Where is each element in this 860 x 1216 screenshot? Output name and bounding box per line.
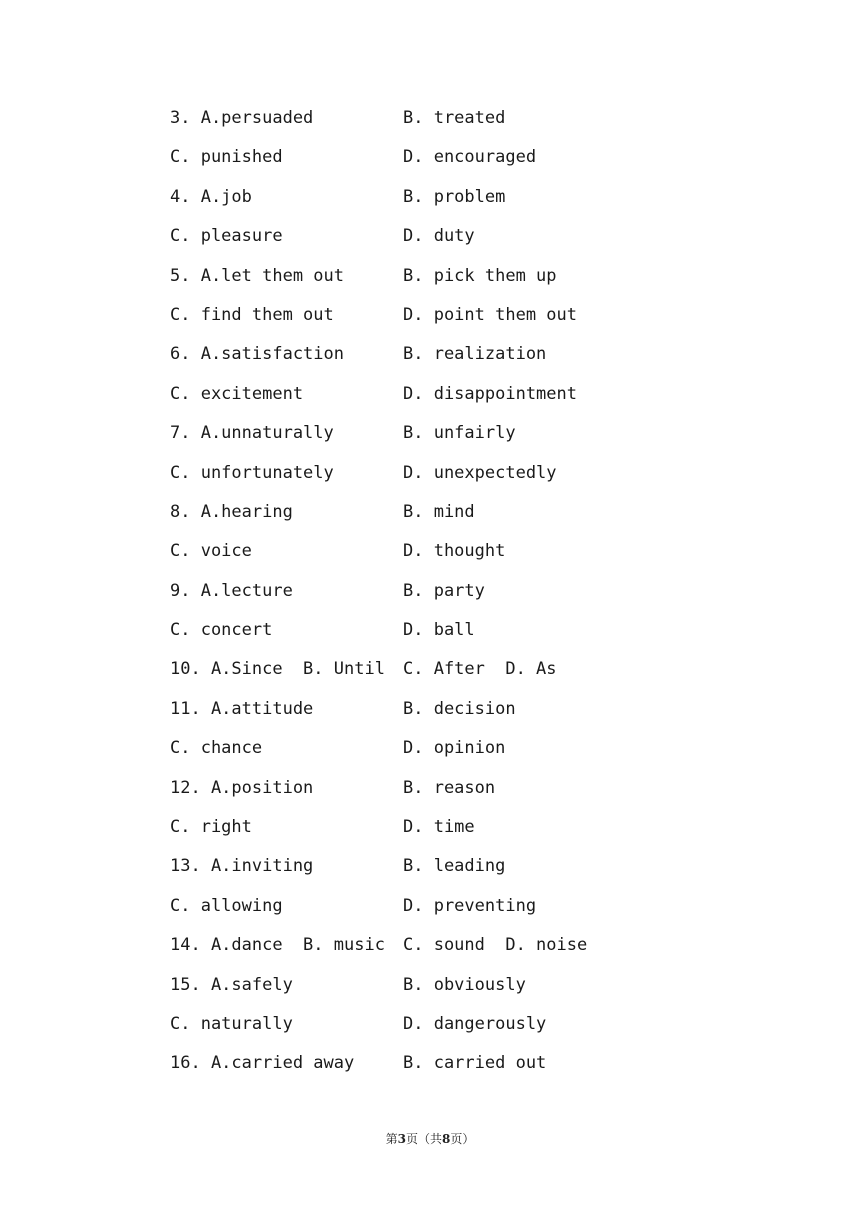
- option-left-text: 14. A.dance B. music: [170, 935, 385, 956]
- footer-suffix: 页）: [450, 1132, 475, 1146]
- option-right-text: C. sound D. noise: [403, 935, 588, 956]
- option-line: [170, 815, 770, 854]
- option-right-text: D. disappointment: [403, 383, 577, 404]
- option-line: [170, 500, 770, 539]
- option-left-text: C. unfortunately: [170, 462, 334, 483]
- option-line: [170, 145, 770, 184]
- option-left-text: 7. A.unnaturally: [170, 423, 334, 444]
- option-line: [170, 1012, 770, 1051]
- option-left-text: C. allowing: [170, 895, 283, 916]
- option-line: [170, 894, 770, 933]
- option-line: [170, 382, 770, 421]
- option-left-text: 6. A.satisfaction: [170, 344, 344, 365]
- option-right-text: B. treated: [403, 108, 506, 128]
- option-left-text: 13. A.inviting: [170, 856, 314, 877]
- option-left-text: C. punished: [170, 147, 283, 168]
- option-left-text: C. voice: [170, 541, 252, 562]
- option-left-text: C. naturally: [170, 1013, 293, 1034]
- option-right-text: D. encouraged: [403, 147, 537, 168]
- option-line: [170, 303, 770, 342]
- option-right-text: B. leading: [403, 856, 506, 877]
- answer-options-list: [170, 106, 770, 1091]
- option-right-text: B. mind: [403, 501, 475, 522]
- option-line: [170, 618, 770, 657]
- option-line: [170, 973, 770, 1012]
- option-right-text: B. decision: [403, 698, 516, 719]
- option-left-text: C. chance: [170, 738, 263, 759]
- option-right-text: D. preventing: [403, 895, 537, 916]
- option-right-text: D. duty: [403, 226, 475, 247]
- option-left-text: 9. A.lecture: [170, 580, 293, 601]
- option-line: [170, 854, 770, 893]
- option-line: [170, 933, 770, 972]
- option-left-text: 5. A.let them out: [170, 265, 344, 286]
- option-right-text: B. carried out: [403, 1053, 547, 1074]
- current-page-number: 3: [397, 1132, 406, 1146]
- option-right-text: B. realization: [403, 344, 547, 365]
- option-right-text: B. obviously: [403, 974, 526, 995]
- option-line: [170, 697, 770, 736]
- option-line: [170, 1051, 770, 1090]
- option-right-text: D. point them out: [403, 304, 577, 325]
- option-line: [170, 539, 770, 578]
- option-right-text: B. unfairly: [403, 423, 516, 444]
- option-line: [170, 461, 770, 500]
- page-footer: [0, 1130, 860, 1147]
- option-right-text: D. thought: [403, 541, 506, 562]
- option-line: [170, 264, 770, 303]
- option-line: [170, 224, 770, 263]
- option-line: [170, 776, 770, 815]
- option-left-text: 8. A.hearing: [170, 501, 293, 522]
- option-right-text: B. reason: [403, 777, 496, 798]
- option-right-text: B. problem: [403, 186, 506, 207]
- option-left-text: 4. A.job: [170, 186, 252, 207]
- option-right-text: C. After D. As: [403, 659, 557, 680]
- option-left-text: C. excitement: [170, 383, 304, 404]
- option-right-text: D. time: [403, 817, 475, 838]
- option-left-text: C. find them out: [170, 304, 334, 325]
- option-line: [170, 579, 770, 618]
- option-line: [170, 736, 770, 775]
- option-left-text: C. pleasure: [170, 226, 283, 247]
- option-right-text: B. pick them up: [403, 265, 557, 286]
- footer-prefix: 第: [385, 1132, 398, 1146]
- option-line: [170, 421, 770, 460]
- footer-middle: 页（共: [405, 1132, 442, 1146]
- option-left-text: 15. A.safely: [170, 974, 293, 995]
- option-line: [170, 185, 770, 224]
- option-right-text: D. opinion: [403, 738, 506, 759]
- option-right-text: D. unexpectedly: [403, 462, 557, 483]
- option-line: [170, 106, 770, 145]
- option-left-text: 16. A.carried away: [170, 1053, 355, 1074]
- total-page-number: 8: [442, 1132, 451, 1146]
- option-right-text: B. party: [403, 580, 485, 601]
- option-right-text: D. ball: [403, 620, 475, 641]
- option-line: [170, 342, 770, 381]
- option-left-text: 11. A.attitude: [170, 698, 314, 719]
- option-line: [170, 657, 770, 696]
- option-left-text: C. right: [170, 817, 252, 838]
- option-left-text: 10. A.Since B. Until: [170, 659, 385, 680]
- option-left-text: 12. A.position: [170, 777, 314, 798]
- option-right-text: D. dangerously: [403, 1013, 547, 1034]
- option-left-text: C. concert: [170, 620, 273, 641]
- option-left-text: 3. A.persuaded: [170, 108, 314, 128]
